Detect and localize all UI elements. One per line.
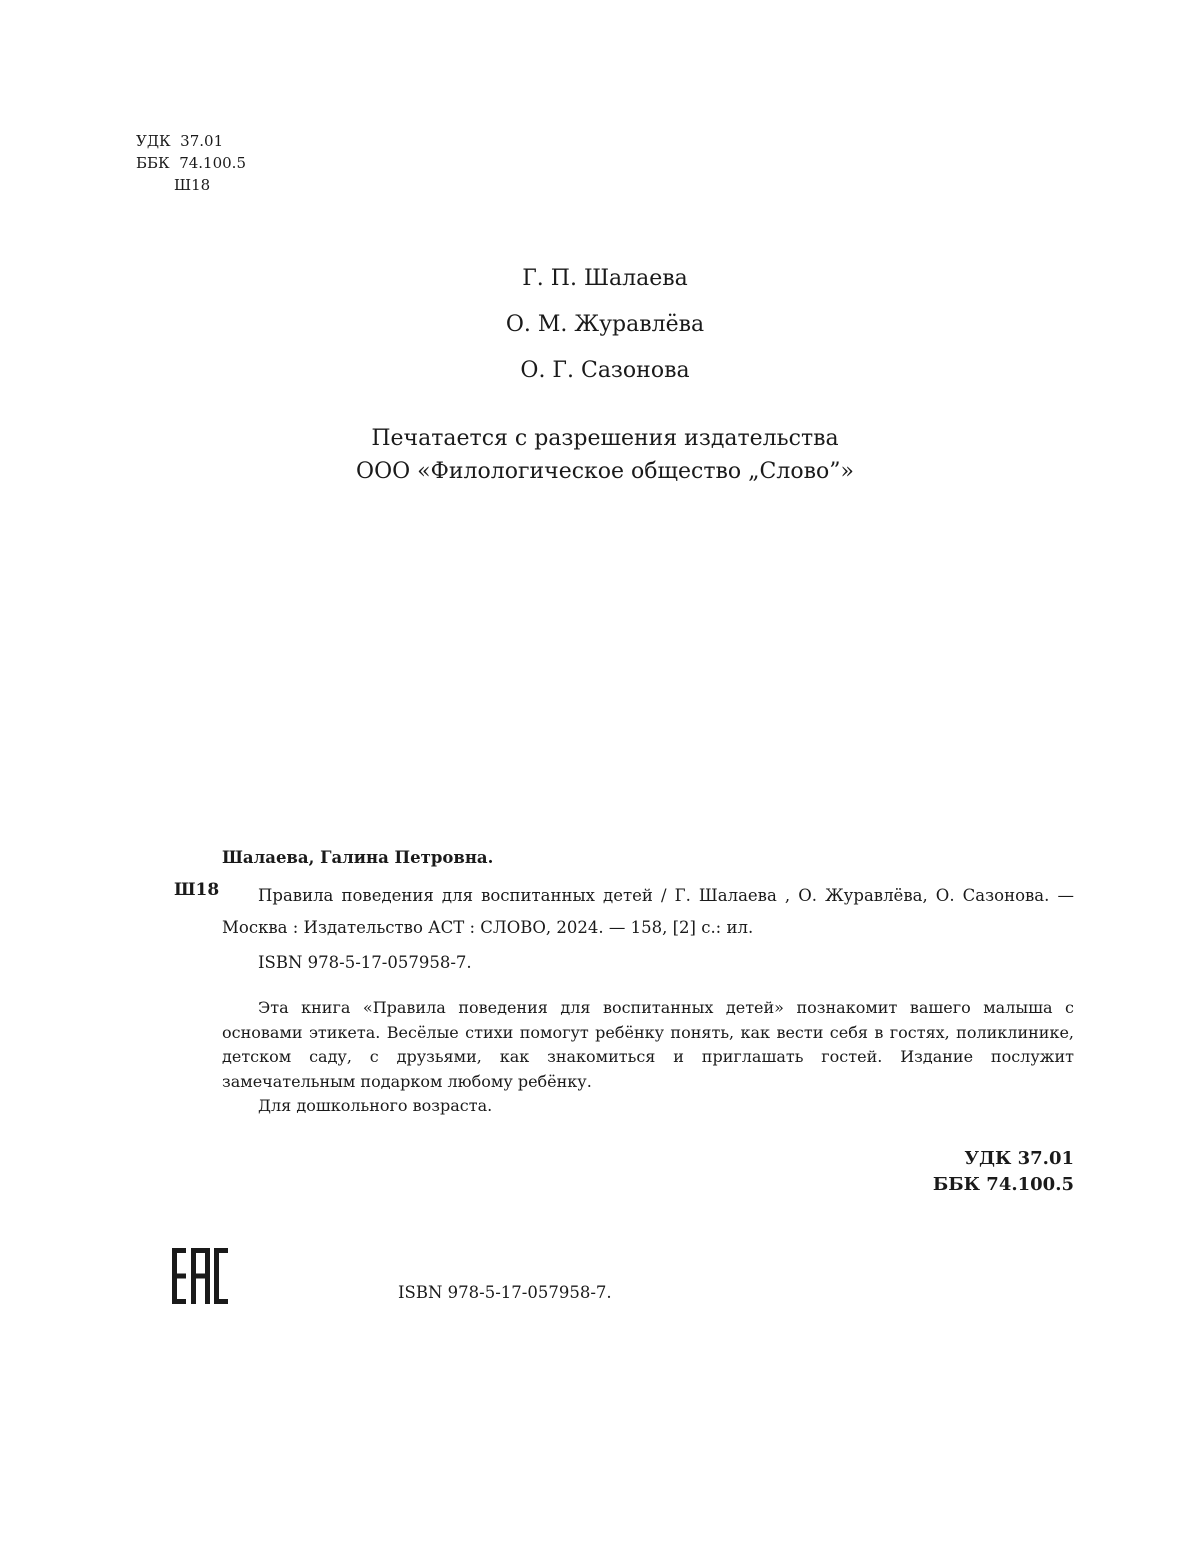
record-isbn: ISBN 978-5-17-057958-7.	[258, 953, 472, 972]
header-bbk: ББК 74.100.5	[136, 154, 246, 172]
footer-udk: УДК 37.01	[964, 1148, 1074, 1169]
author-name: Г. П. Шалаева	[522, 266, 688, 291]
footer-isbn: ISBN 978-5-17-057958-7.	[398, 1283, 612, 1302]
permission-line-1: Печатается с разрешения издательства	[371, 426, 839, 451]
header-udk: УДК 37.01	[136, 132, 224, 150]
author-name: О. М. Журавлёва	[505, 312, 705, 337]
permission-line-2: ООО «Филологическое общество „Слово”»	[356, 459, 854, 484]
record-author-sign: Ш18	[174, 880, 220, 900]
footer-classification-codes	[933, 1146, 1074, 1198]
annotation-summary: Эта книга «Правила поведения для воспитанных детей» познакомит вашего малыша с основами этикета. Весёлые стихи помогут ребёнку понять, как вести себя в гостях, поликлинике, детском саду, с друзьями, как знакомиться и приглашать гостей. Издание послужит замечательным подарком любому ребёнку.	[222, 998, 1074, 1091]
footer-bbk: ББК 74.100.5	[932, 1174, 1074, 1195]
header-classification-codes	[136, 130, 246, 196]
eac-mark-icon	[172, 1248, 228, 1304]
header-author-sign: Ш18	[174, 176, 211, 194]
publisher-permission	[0, 422, 1182, 488]
record-author-heading: Шалаева, Галина Петровна.	[222, 848, 494, 867]
annotation	[222, 996, 1074, 1119]
record-description: Правила поведения для воспитанных детей / Г. Шалаева , О. Журавлёва, О. Сазонова. — Москва : Издательство АСТ : СЛОВО, 2024. — 158, [2] с.: ил.	[222, 886, 1074, 937]
annotation-age: Для дошкольного возраста.	[258, 1096, 493, 1115]
author-name: О. Г. Сазонова	[520, 358, 690, 383]
